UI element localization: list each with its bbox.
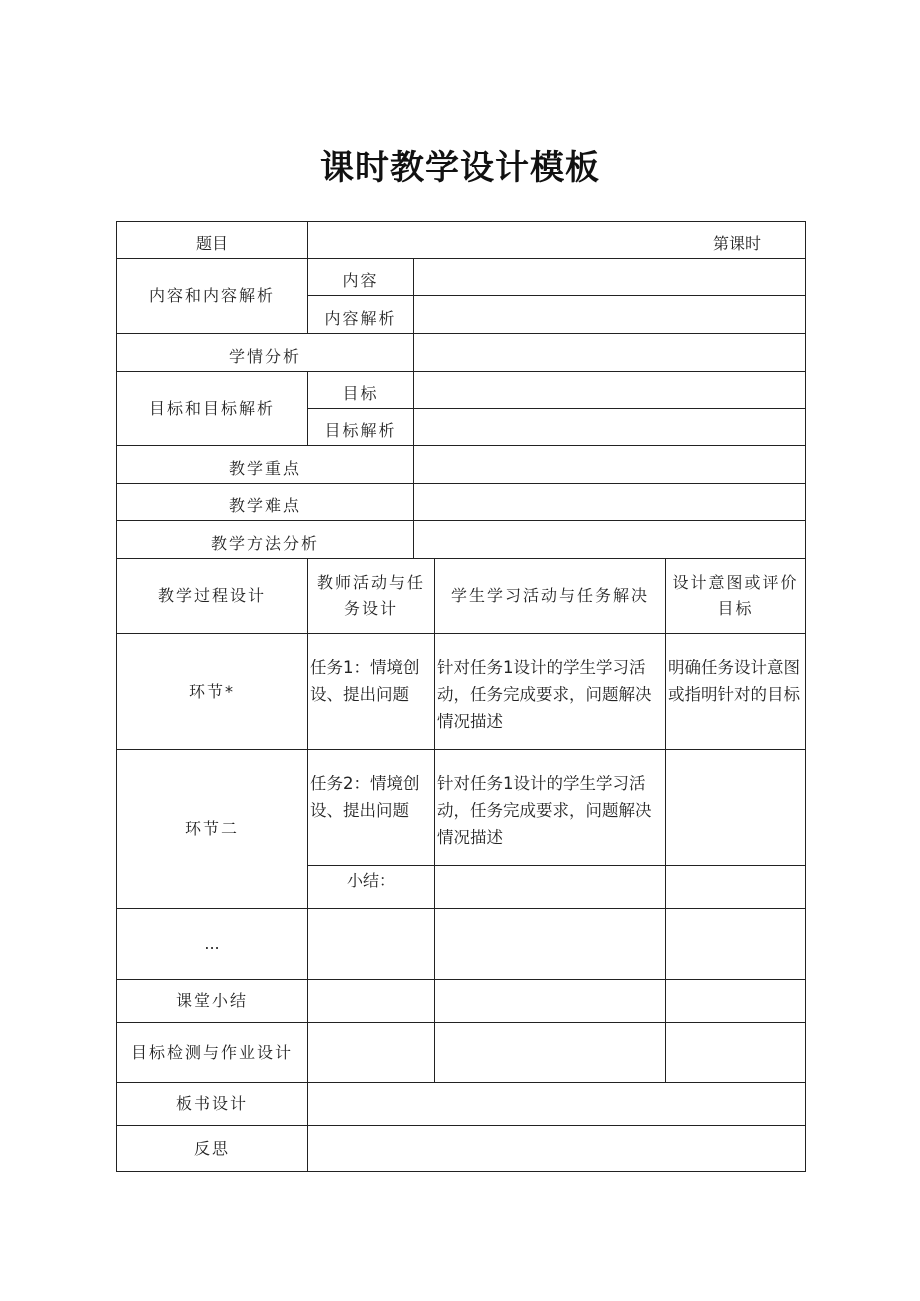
content-row: [117, 259, 806, 296]
class-summary-student[interactable]: [435, 980, 666, 1023]
method-analysis-row: [117, 521, 806, 559]
reflection-row: [117, 1126, 806, 1172]
stage2-summary-label: 小结：: [308, 866, 435, 909]
method-analysis-label: 教学方法分析: [117, 521, 414, 559]
stage2-teacher-task[interactable]: 任务2：情境创设、提出问题: [308, 750, 435, 866]
goals-label: 目标和目标解析: [117, 372, 308, 446]
stage2-design-intent[interactable]: [666, 750, 806, 866]
goals-analysis-field[interactable]: [414, 409, 806, 446]
page-title: 课时教学设计模板: [320, 148, 600, 188]
design-intent-header: 设计意图或评价目标: [666, 559, 806, 634]
difficulties-label: 教学难点: [117, 484, 414, 521]
content-sublabel: 内容: [308, 259, 414, 296]
student-activity-header: 学生学习活动与任务解决: [435, 559, 666, 634]
content-analysis-field[interactable]: [414, 296, 806, 334]
assessment-row: [117, 1023, 806, 1083]
stage1-design-intent[interactable]: 明确任务设计意图或指明针对的目标: [666, 634, 806, 750]
method-analysis-field[interactable]: [414, 521, 806, 559]
process-header-label: 教学过程设计: [117, 559, 308, 634]
learning-analysis-field[interactable]: [414, 334, 806, 372]
reflection-label: 反思: [117, 1126, 308, 1172]
stage2-student-activity[interactable]: 针对任务1设计的学生学习活动，任务完成要求，问题解决情况描述: [435, 750, 666, 866]
difficulties-field[interactable]: [414, 484, 806, 521]
ellipsis-row: [117, 909, 806, 980]
class-summary-intent[interactable]: [666, 980, 806, 1023]
class-summary-row: [117, 980, 806, 1023]
stage1-label: 环节*: [117, 634, 308, 750]
goals-field[interactable]: [414, 372, 806, 409]
topic-row: [117, 222, 806, 259]
stage1-teacher-task[interactable]: 任务1：情境创设、提出问题: [308, 634, 435, 750]
stage2-summary-student[interactable]: [435, 866, 666, 909]
assessment-teacher[interactable]: [308, 1023, 435, 1083]
goals-analysis-sublabel: 目标解析: [308, 409, 414, 446]
difficulties-row: [117, 484, 806, 521]
key-points-label: 教学重点: [117, 446, 414, 484]
reflection-field[interactable]: [308, 1126, 806, 1172]
assessment-intent[interactable]: [666, 1023, 806, 1083]
content-label: 内容和内容解析: [117, 259, 308, 334]
assessment-label: 目标检测与作业设计: [117, 1023, 308, 1083]
learning-analysis-label: 学情分析: [117, 334, 414, 372]
board-design-field[interactable]: [308, 1083, 806, 1126]
teacher-activity-header: 教师活动与任务设计: [308, 559, 435, 634]
ellipsis-teacher[interactable]: [308, 909, 435, 980]
stage2-summary-intent[interactable]: [666, 866, 806, 909]
ellipsis-label: ...: [117, 909, 308, 980]
goals-sublabel: 目标: [308, 372, 414, 409]
board-design-row: [117, 1083, 806, 1126]
key-points-row: [117, 446, 806, 484]
topic-label: 题目: [117, 222, 308, 259]
board-design-label: 板书设计: [117, 1083, 308, 1126]
stage1-student-activity[interactable]: 针对任务1设计的学生学习活动，任务完成要求，问题解决情况描述: [435, 634, 666, 750]
content-field[interactable]: [414, 259, 806, 296]
ellipsis-student[interactable]: [435, 909, 666, 980]
ellipsis-intent[interactable]: [666, 909, 806, 980]
stage2-row: [117, 750, 806, 866]
goals-row: [117, 372, 806, 409]
class-summary-teacher[interactable]: [308, 980, 435, 1023]
learning-analysis-row: [117, 334, 806, 372]
stage1-row: [117, 634, 806, 750]
topic-field[interactable]: 第课时: [308, 222, 806, 259]
key-points-field[interactable]: [414, 446, 806, 484]
stage2-label: 环节二: [117, 750, 308, 909]
process-header-row: [117, 559, 806, 634]
content-analysis-sublabel: 内容解析: [308, 296, 414, 334]
assessment-student[interactable]: [435, 1023, 666, 1083]
lesson-design-table: [116, 221, 806, 1172]
class-summary-label: 课堂小结: [117, 980, 308, 1023]
